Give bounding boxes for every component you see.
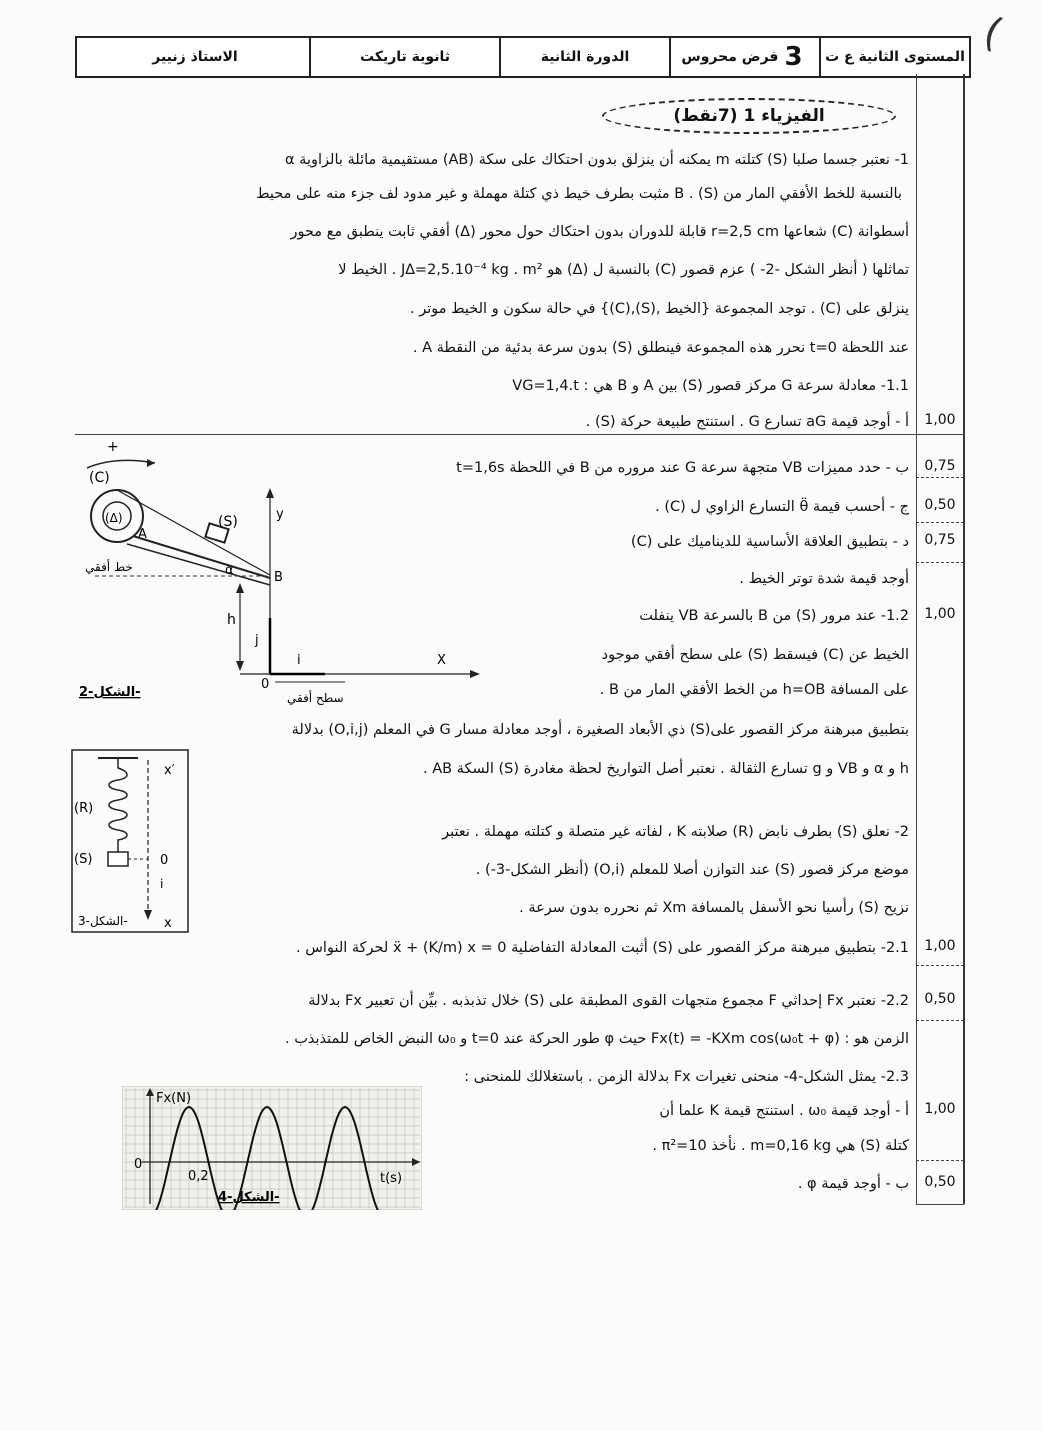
text-line: عند اللحظة t=0 نحرر هذه المجموعة فينطلق (S) بدون سرعة بدئية من النقطة A . [412, 340, 909, 356]
track-bottom [127, 544, 270, 585]
section-title: الفيزياء 1 (7نقط) [602, 98, 896, 134]
fig2-surface-label: سطح أفقي [287, 691, 344, 705]
fig3-mass [108, 852, 128, 866]
fig3-s-label: (S) [74, 852, 93, 867]
text-line: ينزلق على (C) . توجد المجموعة {الخيط ,(S),(C)} في حالة سكون و الخيط موتر . [410, 301, 909, 317]
fig2-delta-label: (Δ) [105, 511, 123, 525]
text-line: كتلة (S) هي m=0,16 kg . نأخذ π²=10 . [652, 1138, 909, 1154]
text-line: 2.1- بتطبيق مبرهنة مركز القصور على (S) أثبت المعادلة التفاضلية ẍ + (K/m) x = 0 لحركة النواس . [296, 940, 909, 956]
fig2-c-label: (C) [89, 470, 110, 486]
h-arrow-top [236, 583, 244, 593]
text-line: الخيط عن (C) فيسقط (S) على سطح أفقي موجود [601, 647, 909, 663]
fig3-o-label: 0 [160, 853, 169, 868]
text-line: 2.2- نعتبر Fx إحداثي F مجموع متجهات القوى المطبقة على (S) خلال تذبذبه . بيِّن أن تعبير Fx بدلالة [308, 993, 909, 1009]
right-frame-border [963, 74, 965, 1204]
header-teacher: الاستاذ زنيير [152, 49, 238, 65]
text-line: 2.3- يمثل الشكل-4- منحنى تغيرات Fx بدلالة الزمن . باستغلالك للمنحنى : [464, 1069, 909, 1085]
grade-value: 1,00 [924, 606, 956, 622]
text-line: أوجد قيمة شدة توتر الخيط . [739, 571, 909, 587]
fig2-plus-label: + [107, 439, 119, 455]
fig2-h-label: h [227, 612, 236, 628]
fig4-ylabel: Fx(N) [156, 1091, 192, 1106]
rotation-arrow [87, 460, 155, 468]
text-line: موضع مركز قصور (S) عند التوازن أصلا للمعلم (O,i) (أنظر الشكل-3-) . [475, 862, 909, 878]
figure-3 [68, 746, 193, 936]
header-exam-type: فرض محروس [681, 49, 779, 65]
text-line: بالنسبة للخط الأفقي المار من B . (S) مثبت بطرف خيط ذي كتلة مهملة و غير مدود لف جزء منه على محيط [256, 186, 902, 202]
text-line: ب - أوجد قيمة φ . [797, 1176, 909, 1192]
fig3-xprime-label: x′ [164, 763, 175, 778]
page-curl-mark: ( [977, 8, 1009, 58]
figure-2 [75, 438, 495, 708]
section-divider [75, 434, 965, 435]
fig4-origin: 0 [134, 1157, 143, 1172]
text-line: 2- نعلق (S) بطرف نابض (R) صلابته K ، لفاته غير متصلة و كتلته مهملة . نعتبر [442, 824, 909, 840]
grade-value: 1,00 [924, 412, 956, 428]
fig3-caption: الشكل-3- [78, 914, 128, 928]
figure-4 [122, 1086, 422, 1210]
fig2-j-label: j [255, 633, 259, 648]
text-line: بتطبيق مبرهنة مركز القصور على(S) ذي الأبعاد الصغيرة ، أوجد معادلة مسار G في المعلم (O,i,j) بدلالة [291, 722, 909, 738]
exam-header [75, 36, 971, 78]
grade-divider [916, 522, 964, 523]
grade-divider [916, 477, 964, 478]
grade-column-border [916, 74, 917, 1204]
fig2-s-label: (S) [218, 514, 238, 530]
header-school: ثانوية تاريكت [309, 38, 499, 76]
x-axis-arrow [144, 910, 152, 920]
text-line: أ - أوجد قيمة aG تسارع G . استنتج طبيعة حركة (S) . [585, 414, 909, 430]
h-arrow-bottom [236, 661, 244, 671]
grade-value: 1,00 [924, 1101, 956, 1117]
fig4-tick: 0,2 [188, 1169, 209, 1184]
text-line: أ - أوجد قيمة ω₀ . استنتج قيمة K علما أن [659, 1103, 909, 1119]
fig4-xlabel: t(s) [380, 1171, 403, 1186]
text-line: 1.1- معادلة سرعة G مركز قصور (S) بين A و B هي : VG=1,4.t [512, 378, 909, 394]
grade-divider [916, 965, 964, 966]
fig2-o-label: 0 [261, 677, 270, 692]
text-line: أسطوانة (C) شعاعها r=2,5 cm قابلة للدوران بدون احتكاك حول محور (Δ) أفقي ثابت ينطبق مع محور [290, 224, 909, 240]
spring-coil [109, 758, 127, 852]
header-exam-number: 3 [784, 42, 803, 72]
text-line: h و α و VB و g تسارع الثقالة . نعتبر أصل التواريخ لحظة مغادرة (S) السكة AB . [422, 761, 909, 777]
text-line: 1.2- عند مرور (S) من B بالسرعة VB ينفلت [639, 608, 909, 624]
header-level: المستوى الثانية ع ت [819, 38, 969, 76]
rotation-arrow-head [147, 459, 155, 467]
y-axis-head [266, 488, 274, 498]
header-session: الدورة الثانية [499, 38, 669, 76]
grade-value: 1,00 [924, 938, 956, 954]
grade-divider [916, 1020, 964, 1021]
grade-bottom [916, 1204, 964, 1205]
fig4-caption: الشكل-4- [218, 1190, 280, 1205]
grade-value: 0,50 [924, 991, 956, 1007]
x-axis-head [470, 670, 480, 678]
grade-value: 0,50 [924, 497, 956, 513]
fig2-horizontal-line-label: خط أفقي [85, 560, 133, 574]
fig2-caption: الشكل-2- [79, 685, 141, 700]
text-line: ج - أحسب قيمة θ̈ التسارع الزاوي ل (C) . [655, 499, 909, 515]
fig2-alpha-label: α [225, 563, 234, 578]
track-top [133, 536, 270, 578]
grade-value: 0,75 [924, 458, 956, 474]
grade-divider [916, 562, 964, 563]
text-line: الزمن هو : Fx(t) = -KXm cos(ω₀t + φ) حيث φ طور الحركة عند t=0 و ω₀ النبض الخاص للمتذبذب . [285, 1031, 909, 1047]
text-line: على المسافة h=OB من الخط الأفقي المار من B . [599, 682, 909, 698]
text-line: تماثلها ( أنظر الشكل -2- ) عزم قصور (C) بالنسبة ل (Δ) هو J∆=2,5.10⁻⁴ kg . m² . الخيط لا [338, 262, 909, 278]
text-line: 1- نعتبر جسما صلبا (S) كتلته m يمكنه أن ينزلق بدون احتكاك على سكة (AB) مستقيمية مائلة بالزاوية α [285, 152, 909, 168]
fig3-i-label: i [160, 877, 164, 891]
fig2-y-label: y [276, 507, 284, 522]
text-line: ب - حدد مميزات VB متجهة سرعة G عند مروره من B في اللحظة t=1,6s [456, 460, 909, 476]
text-line: د - بتطبيق العلاقة الأساسية للديناميك على (C) [630, 534, 909, 550]
fig2-x-label: X [437, 653, 446, 668]
grade-value: 0,75 [924, 532, 956, 548]
fig2-b-label: B [274, 570, 283, 585]
fig3-x-label: x [164, 916, 172, 931]
grade-divider [916, 1160, 964, 1161]
fig2-i-label: i [297, 653, 301, 668]
grade-value: 0,50 [924, 1174, 956, 1190]
header-exam [669, 38, 819, 76]
fig3-r-label: (R) [74, 801, 94, 816]
fig2-a-label: A [138, 527, 147, 542]
text-line: نزيح (S) رأسيا نحو الأسفل بالمسافة Xm ثم نحرره بدون سرعة . [519, 900, 909, 916]
